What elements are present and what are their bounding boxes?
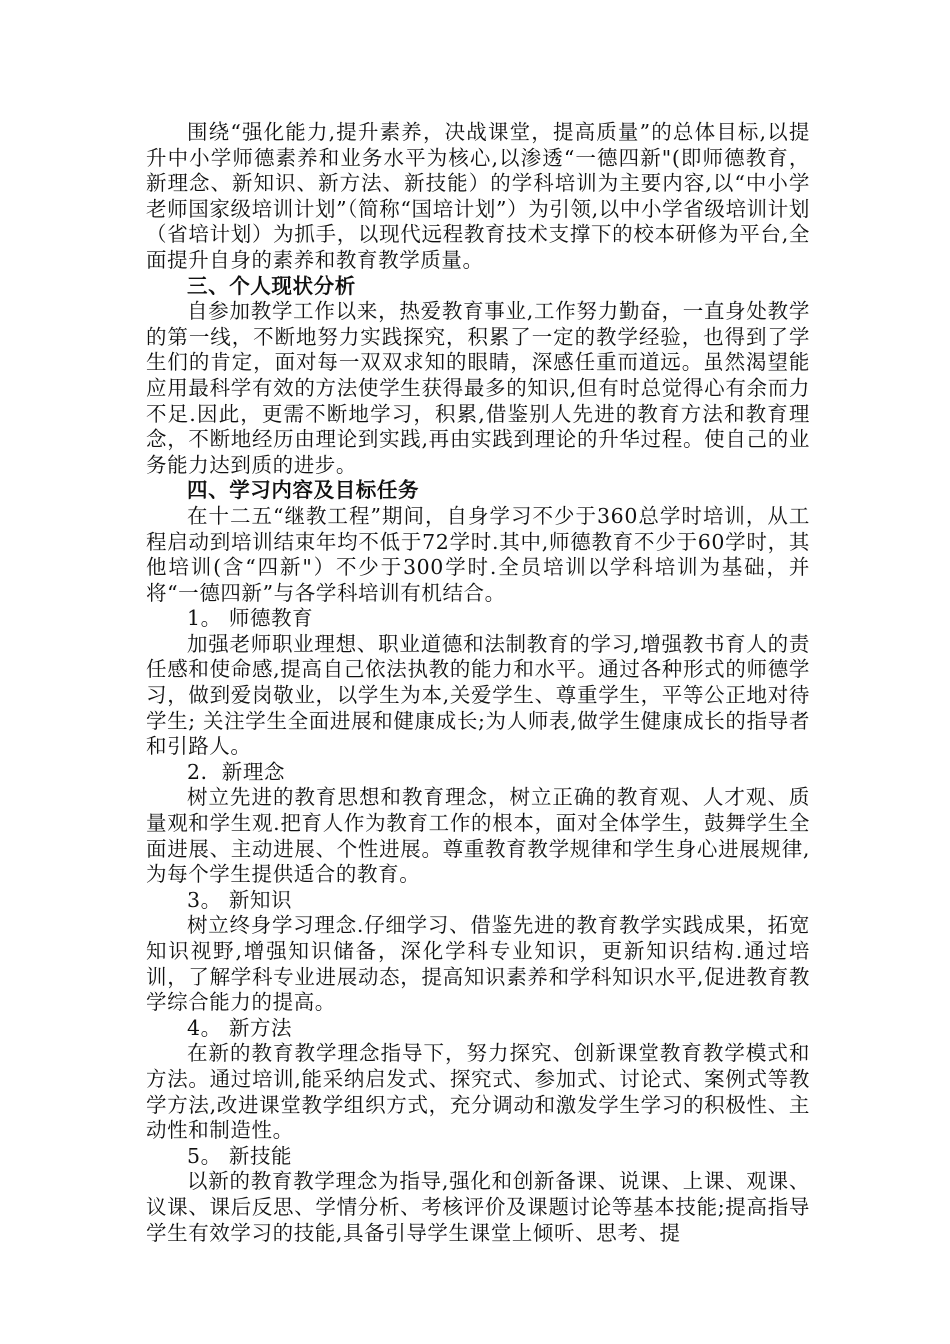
item-title-new-knowledge: 3。 新知识 bbox=[187, 887, 293, 912]
item-text-new-skills: 以新的教育教学理念为指导,强化和创新备课、说课、上课、观课、议课、课后反思、学情分析、考核评价及课题讨论等基本技能;提高指导学生有效学习的技能,具备引导学生课堂上倾听、思考、提 bbox=[146, 1169, 810, 1245]
item-text-new-knowledge: 树立终身学习理念.仔细学习、借鉴先进的教育教学实践成果，拓宽知识视野,增强知识储备，深化学科专业知识，更新知识结构.通过培训，了解学科专业进展动态，提高知识素养和学科知识水平,促进教育教学综合能力的提高。 bbox=[146, 913, 810, 1015]
section-heading-learning-goals: 四、学习内容及目标任务 bbox=[187, 478, 420, 503]
item-text-teacher-ethics: 加强老师职业理想、职业道德和法制教育的学习,增强教书育人的责任感和使命感,提高自己依法执教的能力和水平。通过各种形式的师德学习，做到爱岗敬业，以学生为本,关爱学生、尊重学生，平等公正地对待学生; 关注学生全面进展和健康成长;为人师表,做学生健康成长的指导者和引路人。 bbox=[146, 631, 810, 759]
personal-status-paragraph: 自参加教学工作以来，热爱教育事业,工作努力勤奋，一直身处教学的第一线，不断地努力实践探究，积累了一定的教学经验，也得到了学生们的肯定，面对每一双双求知的眼睛，深感任重而道远。虽然渴望能应用最科学有效的方法使学生获得最多的知识,但有时总觉得心有余而力不足.因此，更需不断地学习，积累,借鉴别人先进的教育方法和教育理念，不断地经历由理论到实践,再由实践到理论的升华过程。使自己的业务能力达到质的进步。 bbox=[146, 299, 810, 477]
document-page bbox=[146, 120, 810, 1246]
section-heading-personal-status: 三、个人现状分析 bbox=[187, 273, 356, 298]
learning-goals-paragraph: 在十二五“继教工程”期间，自身学习不少于360总学时培训，从工程启动到培训结束年均不低于72学时.其中,师德教育不少于60学时，其他培训(含“四新"）不少于300学时.全员培训以学科培训为基础，并将“一德四新”与各学科培训有机结合。 bbox=[146, 503, 810, 605]
item-text-new-concepts: 树立先进的教育思想和教育理念，树立正确的教育观、人才观、质量观和学生观.把育人作为教育工作的根本，面对全体学生，鼓舞学生全面进展、主动进展、个性进展。尊重教育教学规律和学生身心进展规律,为每个学生提供适合的教育。 bbox=[146, 785, 810, 887]
item-title-new-methods: 4。 新方法 bbox=[187, 1015, 293, 1040]
item-title-teacher-ethics: 1。 师德教育 bbox=[187, 606, 314, 631]
item-title-new-concepts: 2．新理念 bbox=[187, 759, 286, 784]
item-text-new-methods: 在新的教育教学理念指导下，努力探究、创新课堂教育教学模式和方法。通过培训,能采纳启发式、探究式、参加式、讨论式、案例式等教学方法,改进课堂教学组织方式，充分调动和激发学生学习的积极性、主动性和制造性。 bbox=[146, 1041, 810, 1143]
intro-paragraph: 围绕“强化能力,提升素养，决战课堂，提高质量”的总体目标,以提升中小学师德素养和业务水平为核心,以渗透“一德四新"(即师德教育，新理念、新知识、新方法、新技能）的学科培训为主要内容,以“中小学老师国家级培训计划”（简称“国培计划”）为引领,以中小学省级培训计划（省培计划）为抓手，以现代远程教育技术支撑下的校本研修为平台,全面提升自身的素养和教育教学质量。 bbox=[146, 120, 810, 272]
item-title-new-skills: 5。 新技能 bbox=[187, 1143, 293, 1168]
